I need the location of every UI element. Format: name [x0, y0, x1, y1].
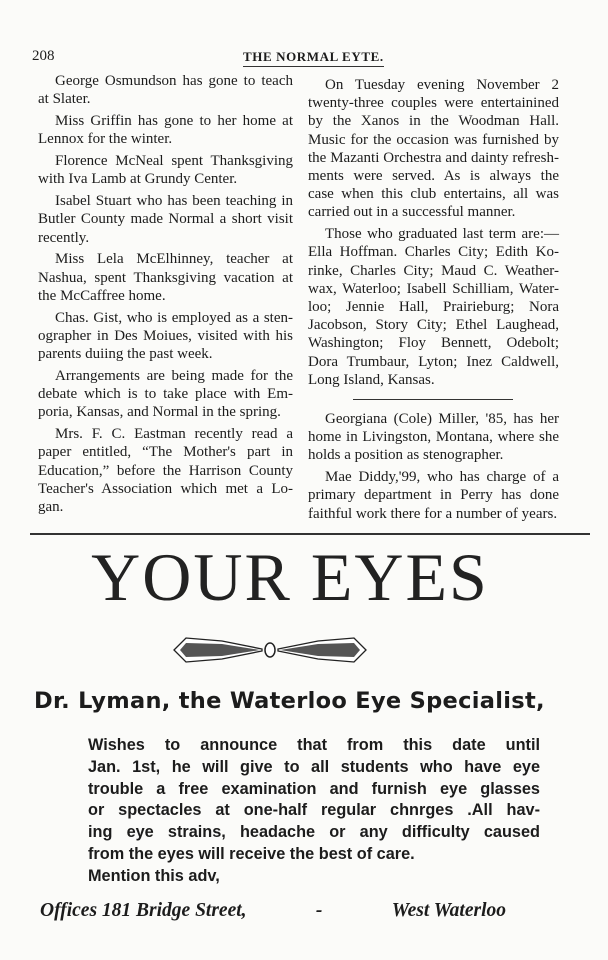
office-address: Offices 181 Bridge Street,: [40, 900, 247, 921]
ad-text-line: ing eye strains, headache or any difficulty caused: [88, 823, 540, 842]
ad-text-line: Wishes to announce that from this date until: [88, 736, 540, 754]
running-title: THE NORMAL EYTE.: [243, 49, 384, 67]
text-line: Long Island, Kansas.: [308, 371, 435, 388]
text-line: Georgiana (Cole) Miller, '85, has her: [325, 410, 559, 427]
ad-footer: [40, 900, 506, 922]
text-line: the Mazanti Orchestra and dainty refresh-: [308, 149, 559, 166]
ad-text-line: Jan. 1st, he will give to all students who have eye: [88, 757, 540, 776]
paragraph: [38, 152, 293, 188]
text-line: recently.: [38, 229, 90, 246]
text-line: Teacher's Association which met a Lo-: [38, 480, 293, 497]
text-line: carried out in a successful manner.: [308, 204, 516, 221]
paragraph: [38, 250, 293, 305]
text-line: parents duiing the past week.: [38, 346, 213, 363]
paragraph: [38, 367, 293, 422]
text-line: Mrs. F. C. Eastman recently read a: [55, 426, 293, 443]
ad-text-line: trouble a free examination and furnish eye glasses: [88, 779, 540, 798]
text-line: George Osmundson has gone to teach: [55, 73, 293, 89]
text-line: ographer in Des Moiues, visited with his: [38, 327, 293, 344]
text-line: Mae Diddy,'99, who has charge of a: [325, 469, 559, 486]
text-line: paper entitled, “The Mother's part in: [38, 444, 293, 461]
paragraph: [38, 309, 293, 364]
text-line: Lennox for the winter.: [38, 131, 173, 148]
ad-text-line: from the eyes will receive the best of care.: [88, 844, 415, 863]
paragraph: [308, 410, 559, 465]
text-line: home in Livingston, Montana, where she: [308, 429, 559, 446]
text-line: the McCaffree home.: [38, 287, 166, 304]
text-line: gan.: [38, 498, 64, 515]
text-line: Florence McNeal spent Thanksgiving: [55, 153, 293, 170]
paragraph: [38, 72, 293, 108]
text-line: On Tuesday evening November 2: [325, 77, 559, 93]
text-line: Music for the occasion was furnished by: [308, 131, 559, 148]
paragraph: [308, 225, 559, 389]
ad-text-line: Mention this adv,: [88, 866, 220, 885]
text-line: Miss Lela McElhinney, teacher at: [55, 251, 293, 268]
paragraph: [38, 192, 293, 247]
ad-title: Dr. Lyman, the Waterloo Eye Specialist,: [34, 688, 545, 714]
text-line: Miss Griffin has gone to her home at: [55, 113, 293, 130]
text-line: Jacobson, Story City; Ethel Laughead,: [308, 317, 559, 334]
text-line: Ella Hoffman. Charles City; Edith Ko-: [308, 244, 559, 261]
paragraph: [38, 425, 293, 516]
footer-separator: -: [315, 900, 323, 921]
text-line: wax, Waterloo; Isabell Schilliam, Water-: [308, 280, 559, 297]
text-line: twenty-three couples were entertainined: [308, 95, 559, 112]
page-number: 208: [32, 48, 55, 64]
paragraph: [308, 468, 559, 523]
text-line: at Slater.: [38, 91, 91, 108]
text-line: by the Xanos in the Woodman Hall.: [308, 113, 559, 130]
text-line: Washington; Floy Bennett, Odebolt;: [308, 335, 559, 352]
text-line: with Iva Lamb at Grundy Center.: [38, 171, 238, 188]
paragraph: [308, 76, 559, 222]
text-line: Isabel Stuart who has been teaching in: [55, 193, 293, 210]
text-line: Chas. Gist, who is employed as a sten-: [55, 309, 293, 326]
section-divider: [30, 533, 590, 535]
ornament-divider-icon: [172, 634, 368, 666]
right-column: [308, 76, 559, 526]
text-line: debate which is to take place with Em-: [38, 386, 293, 403]
ad-body: [88, 735, 540, 888]
text-line: poria, Kansas, and Normal in the spring.: [38, 404, 281, 421]
ad-text-line: or spectacles at one-half regular chnrges .All hav-: [88, 801, 540, 820]
text-line: holds a position as stenographer.: [308, 447, 504, 464]
paragraph: [38, 112, 293, 148]
text-line: primary department in Perry has done: [308, 487, 559, 504]
left-column: [38, 72, 293, 520]
text-line: Arrangements are being made for the: [55, 367, 293, 384]
text-line: Butler County made Normal a short visit: [38, 211, 293, 228]
office-location: West Waterloo: [391, 900, 506, 921]
text-line: loo; Jennie Hall, Prairieburg; Nora: [308, 298, 559, 315]
text-line: faithful work there for a number of years.: [308, 505, 558, 522]
column-divider: [353, 399, 513, 400]
text-line: Dora Trumbaur, Lyton; Inez Caldwell,: [308, 353, 559, 370]
text-line: rinke, Charles City; Maud C. Weather-: [308, 262, 559, 279]
text-line: ments were served. As is always the: [308, 167, 559, 184]
text-line: Education,” before the Harrison County: [38, 462, 293, 479]
text-line: Nashua, spent Thanksgiving vacation at: [38, 269, 293, 286]
text-line: case when this club entertains, all was: [308, 186, 559, 203]
ad-headline: YOUR EYES: [91, 539, 489, 615]
text-line: Those who graduated last term are:—: [325, 226, 559, 243]
